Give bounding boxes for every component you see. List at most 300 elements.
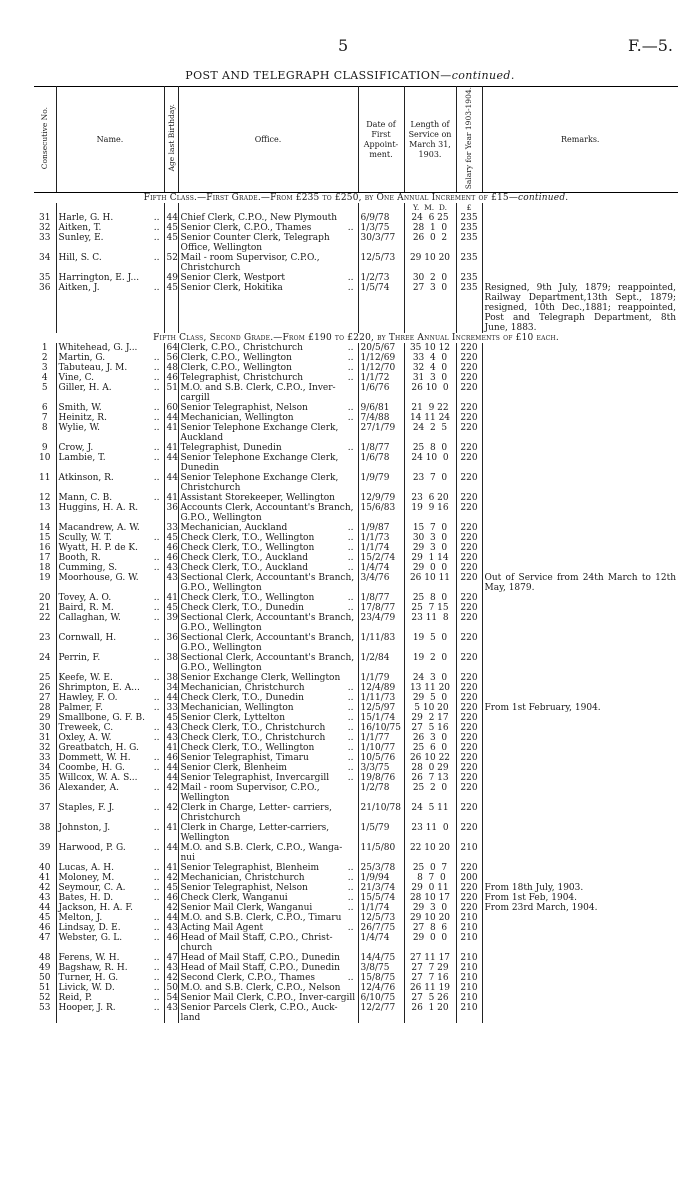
leader-dots: .. [347, 883, 354, 894]
leader-dots: .. [347, 893, 354, 904]
row-office: Clerk in Charge, Letter- carriers, Christchurch [178, 803, 358, 823]
row-office: Check Clerk, T.O., Auckland .. [178, 553, 358, 563]
row-number: 39 [34, 843, 56, 863]
row-office: Senior Telegraphist, Timaru .. [178, 753, 358, 763]
row-name: Baird, R. M. .. [56, 603, 164, 613]
table-row [34, 673, 678, 683]
row-age: 45 [164, 283, 178, 333]
table-row [34, 693, 678, 703]
row-office: Senior Clerk, Blenheim .. [178, 763, 358, 773]
row-remarks [482, 473, 678, 493]
row-name: Scully, W. T. .. [56, 533, 164, 543]
leader-dots: .. [153, 1003, 160, 1014]
row-age: 43 [164, 923, 178, 933]
row-age: 44 [164, 473, 178, 493]
row-service: 33 4 0 [404, 353, 456, 363]
leader-dots: .. [347, 683, 354, 694]
row-age: 44 [164, 413, 178, 423]
row-name: Giller, H. A. .. [56, 383, 164, 403]
row-service: 29 2 17 [404, 713, 456, 723]
row-office: Head of Mail Staff, C.P.O., Dunedin [178, 953, 358, 963]
row-office: Check Clerk, T.O., Wellington .. [178, 593, 358, 603]
row-age: 45 [164, 223, 178, 233]
row-office: Sectional Clerk, Accountant's Branch, G.P.O., Wellington [178, 633, 358, 653]
row-number: 28 [34, 703, 56, 713]
row-remarks [482, 973, 678, 983]
row-name: Smith, W. .. [56, 403, 164, 413]
row-number: 35 [34, 273, 56, 283]
row-salary: 220 [456, 633, 482, 653]
row-salary: 210 [456, 953, 482, 963]
row-remarks [482, 383, 678, 403]
table-row [34, 963, 678, 973]
row-office: Mechanician, Wellington .. [178, 703, 358, 713]
row-date: 1/1/74 [358, 903, 404, 913]
row-age: 44 [164, 913, 178, 923]
table-row [34, 603, 678, 613]
row-age: 41 [164, 823, 178, 843]
row-service: 26 1 20 [404, 1003, 456, 1023]
row-number: 7 [34, 413, 56, 423]
leader-dots: .. [153, 383, 160, 394]
row-service: 19 9 16 [404, 503, 456, 523]
row-number: 32 [34, 223, 56, 233]
row-office: Check Clerk, T.O., Wellington .. [178, 533, 358, 543]
row-remarks [482, 763, 678, 773]
leader-dots: .. [153, 883, 160, 894]
row-office: Check Clerk, T.O., Auckland .. [178, 563, 358, 573]
row-name: Dommett, W. H. .. [56, 753, 164, 763]
row-age: 46 [164, 893, 178, 903]
row-salary: 220 [456, 653, 482, 673]
row-office: Senior Telephone Exchange Clerk, Dunedin [178, 453, 358, 473]
leader-dots: .. [153, 963, 160, 974]
leader-dots: .. [153, 863, 160, 874]
row-name: Smallbone, G. F. B. [56, 713, 164, 723]
row-remarks [482, 523, 678, 533]
table-row [34, 613, 678, 633]
leader-dots: .. [153, 993, 160, 1004]
row-date: 16/10/75 [358, 723, 404, 733]
row-salary: 235 [456, 253, 482, 273]
row-date: 12/4/89 [358, 683, 404, 693]
row-name: Moloney, M. .. [56, 873, 164, 883]
row-date: 3/4/76 [358, 573, 404, 593]
row-name: Callaghan, W. .. [56, 613, 164, 633]
row-salary: 220 [456, 373, 482, 383]
row-date: 1/1/72 [358, 373, 404, 383]
grade1-text: Fifth Class.—First Grade.—From £235 to £250, by One Annual Increment of £15— [143, 193, 519, 204]
row-salary: 220 [456, 543, 482, 553]
row-number: 15 [34, 533, 56, 543]
leader-dots: .. [347, 413, 354, 424]
leader-dots: .. [153, 473, 160, 484]
row-date: 27/1/79 [358, 423, 404, 443]
row-number: 30 [34, 723, 56, 733]
row-office: Senior Parcels Clerk, C.P.O., Auck-land [178, 1003, 358, 1023]
row-number: 14 [34, 523, 56, 533]
row-office: Senior Clerk, Westport .. [178, 273, 358, 283]
table-row [34, 443, 678, 453]
leader-dots: .. [153, 923, 160, 934]
row-date: 10/5/76 [358, 753, 404, 763]
row-age: 45 [164, 883, 178, 893]
row-service: 23 11 8 [404, 613, 456, 633]
row-age: 41 [164, 493, 178, 503]
row-remarks [482, 603, 678, 613]
row-age: 45 [164, 713, 178, 723]
leader-dots: .. [347, 443, 354, 454]
row-name: Lambie, T. .. [56, 453, 164, 473]
row-remarks [482, 233, 678, 253]
row-name: Lindsay, D. E. .. [56, 923, 164, 933]
classification-table [34, 86, 678, 1023]
leader-dots: .. [347, 523, 354, 534]
row-remarks [482, 933, 678, 953]
row-salary: 220 [456, 423, 482, 443]
row-office: Clerk, C.P.O., Wellington .. [178, 363, 358, 373]
row-service: 25 7 15 [404, 603, 456, 613]
row-number: 49 [34, 963, 56, 973]
row-salary: 220 [456, 803, 482, 823]
leader-dots: .. [347, 343, 354, 354]
row-office: Senior Counter Clerk, Telegraph Office, Wellington [178, 233, 358, 253]
row-date: 6/9/78 [358, 213, 404, 223]
row-number: 11 [34, 473, 56, 493]
table-row [34, 983, 678, 993]
row-name: Melton, J. .. [56, 913, 164, 923]
table-row [34, 533, 678, 543]
row-age: 49 [164, 273, 178, 283]
table-row [34, 253, 678, 273]
leader-dots: .. [347, 603, 354, 614]
header-service: Length of Service on March 31, 1903. [404, 87, 456, 193]
row-remarks [482, 863, 678, 873]
row-number: 51 [34, 983, 56, 993]
row-service: 27 8 6 [404, 923, 456, 933]
row-remarks [482, 673, 678, 683]
row-name: Aitken, J. .. [56, 283, 164, 333]
row-remarks [482, 533, 678, 543]
row-date: 1/6/78 [358, 453, 404, 473]
table-row [34, 633, 678, 653]
row-age: 42 [164, 903, 178, 913]
row-salary: 220 [456, 523, 482, 533]
row-date: 12/5/73 [358, 253, 404, 273]
row-age: 44 [164, 693, 178, 703]
table-row [34, 383, 678, 403]
row-salary: 210 [456, 1003, 482, 1023]
row-name: Cumming, S. .. [56, 563, 164, 573]
row-service: 26 10 11 [404, 573, 456, 593]
row-salary: 210 [456, 843, 482, 863]
row-date: 9/6/81 [358, 403, 404, 413]
row-service: 21 9 22 [404, 403, 456, 413]
row-date: 1/12/70 [358, 363, 404, 373]
row-salary: 220 [456, 403, 482, 413]
row-number: 18 [34, 563, 56, 573]
row-service: 30 3 0 [404, 533, 456, 543]
row-number: 42 [34, 883, 56, 893]
row-salary: 220 [456, 893, 482, 903]
row-date: 1/8/77 [358, 593, 404, 603]
row-number: 40 [34, 863, 56, 873]
row-number: 16 [34, 543, 56, 553]
row-number: 12 [34, 493, 56, 503]
table-row [34, 863, 678, 873]
leader-dots: .. [153, 763, 160, 774]
leader-dots: .. [153, 953, 160, 964]
leader-dots: .. [153, 213, 160, 224]
row-age: 60 [164, 403, 178, 413]
row-age: 52 [164, 253, 178, 273]
row-age: 45 [164, 233, 178, 253]
row-number: 19 [34, 573, 56, 593]
leader-dots: .. [153, 613, 160, 624]
row-age: 42 [164, 873, 178, 883]
row-date: 26/7/75 [358, 923, 404, 933]
row-remarks [482, 743, 678, 753]
row-name: Willcox, W. A. S... [56, 773, 164, 783]
row-date: 12/2/77 [358, 1003, 404, 1023]
row-office: Mechanician, Wellington .. [178, 413, 358, 423]
row-salary: 235 [456, 223, 482, 233]
row-service: 25 8 0 [404, 593, 456, 603]
row-service: 26 11 19 [404, 983, 456, 993]
row-remarks [482, 633, 678, 653]
row-service: 15 7 0 [404, 523, 456, 533]
row-date: 15/8/75 [358, 973, 404, 983]
table-row [34, 803, 678, 823]
leader-dots: .. [153, 253, 160, 264]
row-number: 9 [34, 443, 56, 453]
row-number: 8 [34, 423, 56, 443]
table-row [34, 223, 678, 233]
row-salary: 210 [456, 923, 482, 933]
row-date: 1/5/79 [358, 823, 404, 843]
row-age: 38 [164, 673, 178, 683]
leader-dots: .. [153, 413, 160, 424]
row-name: Keefe, W. E. .. [56, 673, 164, 683]
row-name: Oxley, A. W. .. [56, 733, 164, 743]
table-row [34, 843, 678, 863]
row-salary: 220 [456, 713, 482, 723]
header-date: Date of First Appoint-ment. [358, 87, 404, 193]
leader-dots: .. [153, 753, 160, 764]
row-service: 22 10 20 [404, 843, 456, 863]
row-service: 29 1 14 [404, 553, 456, 563]
row-age: 47 [164, 953, 178, 963]
row-service: 24 5 11 [404, 803, 456, 823]
row-service: 23 7 0 [404, 473, 456, 493]
row-office: Check Clerk, T.O., Dunedin .. [178, 603, 358, 613]
row-age: 36 [164, 503, 178, 523]
row-salary: 220 [456, 443, 482, 453]
row-age: 34 [164, 683, 178, 693]
table-row [34, 703, 678, 713]
row-date: 1/9/87 [358, 523, 404, 533]
leader-dots: .. [153, 593, 160, 604]
row-salary: 220 [456, 723, 482, 733]
row-salary: 220 [456, 903, 482, 913]
leader-dots: .. [347, 773, 354, 784]
leader-dots: .. [347, 733, 354, 744]
row-date: 1/11/83 [358, 633, 404, 653]
row-age: 51 [164, 383, 178, 403]
row-date: 25/3/78 [358, 863, 404, 873]
table-row [34, 233, 678, 253]
row-salary: 220 [456, 613, 482, 633]
row-salary: 220 [456, 683, 482, 693]
row-service: 29 0 0 [404, 933, 456, 953]
row-office: Senior Clerk, Hokitika .. [178, 283, 358, 333]
row-date: 1/1/74 [358, 543, 404, 553]
row-salary: 220 [456, 473, 482, 493]
row-age: 33 [164, 703, 178, 713]
row-salary: 220 [456, 573, 482, 593]
table-row [34, 453, 678, 473]
row-service: 25 2 0 [404, 783, 456, 803]
row-service: 5 10 20 [404, 703, 456, 713]
table-row [34, 373, 678, 383]
row-service: 19 5 0 [404, 633, 456, 653]
row-remarks [482, 363, 678, 373]
row-number: 22 [34, 613, 56, 633]
row-remarks [482, 373, 678, 383]
row-remarks [482, 553, 678, 563]
row-salary: 220 [456, 743, 482, 753]
table-row [34, 503, 678, 523]
row-office: Check Clerk, T.O., Wellington .. [178, 543, 358, 553]
table-row [34, 933, 678, 953]
row-service: 28 10 17 [404, 893, 456, 903]
table-row [34, 403, 678, 413]
row-number: 29 [34, 713, 56, 723]
row-name: Greatbatch, H. G. [56, 743, 164, 753]
row-name: Treweek, C. .. [56, 723, 164, 733]
row-date: 1/4/74 [358, 563, 404, 573]
table-row [34, 423, 678, 443]
row-name: Booth, R. .. [56, 553, 164, 563]
row-number: 25 [34, 673, 56, 683]
leader-dots: .. [153, 423, 160, 434]
row-remarks [482, 913, 678, 923]
row-service: 24 2 5 [404, 423, 456, 443]
row-salary: 235 [456, 213, 482, 223]
row-age: 41 [164, 443, 178, 453]
row-number: 10 [34, 453, 56, 473]
leader-dots: .. [347, 873, 354, 884]
header-salary: Salary for Year 1903-1904. [456, 87, 482, 193]
row-date: 15/6/83 [358, 503, 404, 523]
leader-dots: .. [153, 983, 160, 994]
row-age: 45 [164, 603, 178, 613]
row-salary: 235 [456, 273, 482, 283]
grade-heading-second [34, 333, 678, 343]
row-office: Mail - room Supervisor, C.P.O., Wellington [178, 783, 358, 803]
row-office: Accounts Clerk, Accountant's Branch, G.P.O., Wellington [178, 503, 358, 523]
row-number: 34 [34, 253, 56, 273]
table-row [34, 353, 678, 363]
row-office: M.O. and S.B. Clerk, C.P.O., Timaru [178, 913, 358, 923]
row-name: Sunley, E. .. [56, 233, 164, 253]
row-age: 44 [164, 453, 178, 473]
row-date: 1/10/77 [358, 743, 404, 753]
table-row [34, 723, 678, 733]
row-age: 43 [164, 563, 178, 573]
row-age: 50 [164, 983, 178, 993]
leader-dots: .. [153, 693, 160, 704]
row-remarks [482, 423, 678, 443]
row-name: Hawley, F. O. .. [56, 693, 164, 703]
row-age: 43 [164, 573, 178, 593]
leader-dots: .. [347, 533, 354, 544]
row-remarks [482, 983, 678, 993]
row-office: Senior Clerk, C.P.O., Thames .. [178, 223, 358, 233]
table-row [34, 883, 678, 893]
row-remarks [482, 253, 678, 273]
row-salary: 220 [456, 493, 482, 503]
row-date: 1/5/74 [358, 283, 404, 333]
row-date: 6/10/75 [358, 993, 404, 1003]
row-office: Head of Mail Staff, C.P.O., Dunedin [178, 963, 358, 973]
row-number: 17 [34, 553, 56, 563]
leader-dots: .. [153, 233, 160, 244]
row-date: 1/1/79 [358, 673, 404, 683]
row-salary: 220 [456, 553, 482, 563]
table-row [34, 753, 678, 763]
row-remarks [482, 563, 678, 573]
row-service: 26 7 13 [404, 773, 456, 783]
row-service: 29 10 20 [404, 913, 456, 923]
row-name: Perrin, F. .. [56, 653, 164, 673]
table-row [34, 873, 678, 883]
row-age: 39 [164, 613, 178, 633]
row-name: Crow, J. .. [56, 443, 164, 453]
row-name: Turner, H. G. .. [56, 973, 164, 983]
row-remarks [482, 413, 678, 423]
row-salary: 220 [456, 353, 482, 363]
row-name: Bates, H. D. .. [56, 893, 164, 903]
row-name: Martin, G. .. [56, 353, 164, 363]
row-age: 42 [164, 803, 178, 823]
row-name: Heinitz, R. .. [56, 413, 164, 423]
row-salary: 220 [456, 453, 482, 473]
row-date: 11/5/80 [358, 843, 404, 863]
title-continued: continued. [451, 69, 515, 82]
row-name: Atkinson, R. .. [56, 473, 164, 493]
row-service: 28 0 29 [404, 763, 456, 773]
leader-dots: .. [153, 283, 160, 294]
row-salary: 220 [456, 703, 482, 713]
table-row [34, 573, 678, 593]
row-salary: 220 [456, 763, 482, 773]
row-remarks [482, 723, 678, 733]
row-salary: 220 [456, 603, 482, 613]
table-row [34, 1003, 678, 1023]
leader-dots: .. [153, 553, 160, 564]
row-name: Hooper, J. R. .. [56, 1003, 164, 1023]
row-number: 32 [34, 743, 56, 753]
table-row [34, 903, 678, 913]
row-service: 29 10 20 [404, 253, 456, 273]
row-service: 29 0 0 [404, 563, 456, 573]
row-service: 29 3 0 [404, 543, 456, 553]
row-remarks: From 23rd March, 1904. [484, 903, 598, 914]
row-remarks [482, 963, 678, 973]
row-number: 38 [34, 823, 56, 843]
leader-dots: .. [153, 933, 160, 944]
